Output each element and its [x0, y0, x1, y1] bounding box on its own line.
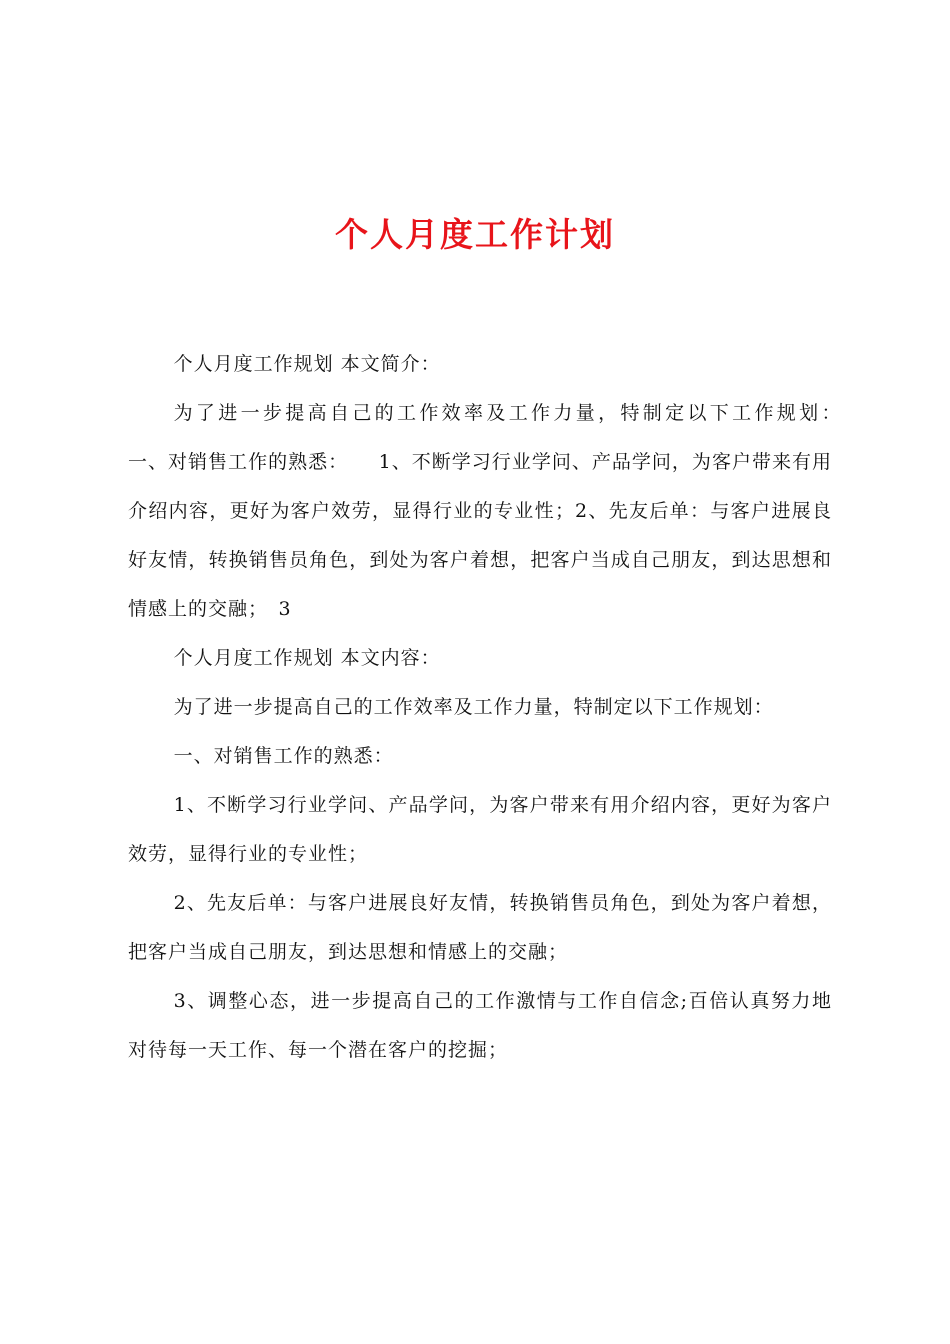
content-heading: 个人月度工作规划 本文内容：: [173, 647, 441, 669]
plan-item-3: 3、调整心态，进一步提高自己的工作激情与工作自信念;百倍认真努力地对待每一天工作、每一个潜在客户的挖掘；: [128, 990, 832, 1061]
document-title: 个人月度工作计划: [335, 215, 615, 254]
content-purpose: 为了进一步提高自己的工作效率及工作力量，特制定以下工作规划：: [173, 696, 774, 718]
plan-item-2: 2、先友后单：与客户进展良好友情，转换销售员角色，到处为客户着想，把客户当成自己朋友，到达思想和情感上的交融；: [128, 892, 832, 963]
section-heading: 一、对销售工作的熟悉：: [173, 745, 394, 767]
intro-summary: 为了进一步提高自己的工作效率及工作力量，特制定以下工作规划： 一、对销售工作的熟悉： 1、不断学习行业学问、产品学问，为客户带来有用介绍内容，更好为客户效劳，显得行业的专业性；2、先友后单：与客户进展良好友情，转换销售员角色，到处为客户着想，把客户当成自己朋友，到达思想和情感上的交融； 3: [128, 402, 873, 620]
document-body: [128, 340, 873, 1075]
intro-heading: 个人月度工作规划 本文简介：: [173, 353, 441, 375]
plan-item-1: 1、不断学习行业学问、产品学问，为客户带来有用介绍内容，更好为客户效劳，显得行业的专业性；: [128, 794, 832, 865]
